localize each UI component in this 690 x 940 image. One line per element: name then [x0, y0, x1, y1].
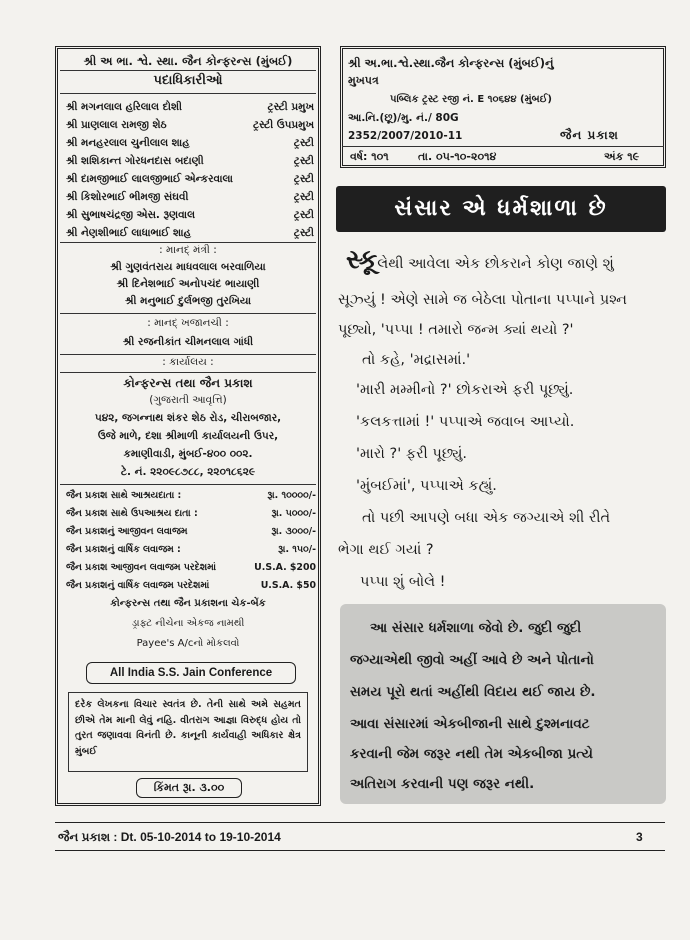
article-line: ભેગા થઈ ગયાં ?: [338, 542, 434, 558]
official-row: [66, 134, 314, 152]
donation-amount: રૂા. ૧૦૦૦૦/-: [267, 490, 316, 501]
donation-label: જૈન પ્રકાશ સાથે ઉપઆશ્રય દાતા :: [66, 508, 198, 519]
address-line: ઉજે માળે, દશા શ્રીમાળી કાર્યાલયની ઉપર,: [97, 430, 279, 442]
divider: [60, 313, 316, 314]
donation-label: જૈન પ્રકાશ સાથે આશ્રયદાતા :: [66, 490, 182, 501]
official-name: શ્રી પ્રાણલાલ રામજી શેઠ: [66, 119, 167, 131]
quote-line: અતિરાગ કરવાની પણ જરૂર નથી.: [350, 776, 535, 792]
phone: ટે. નં. ૨૨૦૯૮૭૮૮, ૨૨૦૧૮૬૨૯: [120, 466, 256, 478]
article-line: લેથી આવેલા એક છોકરાને કોણ જાણે શું: [377, 256, 614, 272]
official-name: શ્રી નેણશીભાઈ લાધાભાઈ શાહ: [66, 227, 191, 239]
quote-line: જગ્યાએથી જીવો અહીં આવે છે અને પોતાનો: [350, 652, 594, 668]
official-role: ટ્રસ્ટી ઉપપ્રમુખ: [252, 119, 314, 131]
address-line: ૫૪૨, જગન્નાથ શંકર શેઠ રોડ, ચીરાબજાર,: [94, 412, 282, 424]
official-role: ટ્રસ્ટી: [293, 191, 314, 203]
disclaimer-box: દરેક લેખકના વિચાર સ્વતંત્ર છે. તેની સાથે અમે સહમત છીએ તેમ માની લેવું નહિ. વીતરાગ આજ્ઞા વિરુદ્ધ હોય તો તુરત જણાવવા વિનંતી છે. કાનૂની કાર્યવાહી અધિકાર ક્ષેત્ર મુંબઈ: [68, 692, 308, 772]
official-role: ટ્રસ્ટી: [293, 173, 314, 185]
official-name: શ્રી સુભાષચંદ્રજી એસ. રૂણવાલ: [66, 209, 195, 221]
article-line: 'મારો ?' ફરી પૂછ્યું.: [356, 446, 467, 462]
official-row: [66, 224, 314, 242]
article-line: તો કહે, 'મદ્રાસમાં.': [362, 352, 471, 368]
donation-row: [66, 524, 318, 540]
article-line: 'મુંબઈમાં', પપ્પાએ કહ્યું.: [356, 478, 497, 494]
divider: [342, 146, 664, 147]
page-number: 3: [636, 830, 643, 844]
official-role: ટ્રસ્ટી: [293, 137, 314, 149]
divider: [60, 93, 316, 94]
office-name: કોન્ફરન્સ તથા જૈન પ્રકાશ: [123, 376, 253, 390]
donation-label: જૈન પ્રકાશનું આજીવન લવાજમ: [66, 526, 188, 537]
donation-row: [66, 506, 318, 522]
cheque-note: ડ્રાફ્ટ નીચેના એકજ નામથી: [131, 618, 245, 629]
donation-amount: U.S.A. $200: [254, 562, 316, 573]
masthead-line: શ્રી અ.ભા.શ્વે.સ્થા.જૈન કોન્ફરન્સ (મુંબઈ)નું: [348, 56, 554, 70]
official-row: [66, 170, 314, 188]
official-name: શ્રી કિશોરભાઈ ભીમજી સંઘવી: [66, 191, 189, 203]
official-row: [66, 206, 314, 224]
donation-amount: રૂા. ૩૦૦૦/-: [271, 526, 316, 537]
donation-amount: રૂા. ૧૫૦/-: [278, 544, 316, 555]
donation-row: [66, 542, 318, 558]
donation-row: [66, 560, 318, 576]
article-line: પૂછ્યો, 'પપ્પા ! તમારો જન્મ ક્યાં થયો ?': [338, 322, 574, 338]
masthead-line: આ.નિ.(છૂ)/મુ. નં./ 80G: [348, 112, 459, 124]
divider: [60, 372, 316, 373]
official-row: [66, 188, 314, 206]
secretary-name: શ્રી મનુભાઈ દુર્લભજી તુરખિયા: [124, 295, 252, 307]
cheque-note: Payee's A/cનો મોકલવો: [136, 638, 240, 649]
divider: [60, 242, 316, 243]
official-row: [66, 116, 314, 134]
donation-row: [66, 578, 318, 594]
donation-amount: U.S.A. $50: [260, 580, 316, 591]
payee-name-box: All India S.S. Jain Conference: [86, 662, 296, 684]
treasurer-name: શ્રી રજનીકાંત ચીમનલાલ ગાંધી: [122, 336, 254, 348]
secretary-name: શ્રી દિનેશભાઈ અનોપચંદ ભાયાણી: [116, 278, 260, 290]
issue-number: અંક ૧૯: [604, 150, 640, 163]
official-role: ટ્રસ્ટી: [293, 227, 314, 239]
article-first-line: [346, 245, 676, 275]
office-edition: (ગુજરાતી આવૃત્તિ): [149, 394, 227, 406]
divider: [60, 354, 316, 355]
secretary-heading: : માનદ્ મંત્રી :: [159, 244, 217, 256]
official-name: શ્રી મનહરલાલ ચુનીલાલ શાહ: [66, 137, 190, 149]
cheque-note: કોન્ફરન્સ તથા જૈન પ્રકાશના ચેક-બેંક: [110, 598, 266, 609]
divider: [60, 70, 316, 71]
official-name: શ્રી મગનલાલ હરિલાલ દોશી: [66, 101, 182, 113]
price-tag: કિંમત રૂા. ૩.૦૦: [136, 778, 242, 798]
article-line: તો પછી આપણે બધા એક જગ્યાએ શી રીતે: [362, 510, 611, 526]
office-heading: : કાર્યાલય :: [162, 356, 214, 368]
official-name: શ્રી શશિકાન્ત ગોરધનદાસ બદાણી: [66, 155, 204, 167]
quote-line: આવા સંસારમાં એકબીજાની સાથે દુશ્મનાવટ: [350, 716, 590, 732]
footer-publication-dates: જૈન પ્રકાશ : Dt. 05-10-2014 to 19-10-2014: [58, 830, 281, 844]
official-row: [66, 98, 314, 116]
sidebar-title: શ્રી અ ભા. શ્વે. સ્થા. જૈન કોન્ફરન્સ (મુંબઈ): [83, 54, 293, 68]
article-title: સંસાર એ ધર્મશાળા છે: [336, 186, 666, 232]
article-line: પપ્પા શું બોલે !: [360, 574, 446, 590]
donation-label: જૈન પ્રકાશ આજીવન લવાજમ પરદેશમાં: [66, 562, 217, 573]
official-role: ટ્રસ્ટી: [293, 209, 314, 221]
article-line: 'મારી મમ્મીનો ?' છોકરાએ ફરી પૂછ્યું.: [356, 382, 574, 398]
masthead-line: મુખપત્ર: [348, 74, 379, 87]
official-row: [66, 152, 314, 170]
donation-label: જૈન પ્રકાશનું વાર્ષિક લવાજમ :: [66, 544, 181, 555]
volume-year: વર્ષ: ૧૦૧: [350, 150, 389, 163]
donation-label: જૈન પ્રકાશનું વાર્ષિક લવાજમ પરદેશમાં: [66, 580, 210, 591]
address-line: કમાણીવાડી, મુંબઈ-૪૦૦ ૦૦૨.: [123, 448, 253, 460]
quote-line: આ સંસાર ધર્મશાળા જેવો છે. જુદી જુદી: [370, 620, 582, 636]
secretary-name: શ્રી ગુણવંતરાય માધવલાલ બરવાળિયા: [110, 261, 266, 273]
divider: [60, 484, 316, 485]
footer-rule: [55, 822, 665, 823]
quote-line: સમય પૂરો થતાં અહીંથી વિદાય થઈ જાય છે.: [350, 684, 596, 700]
donation-amount: રૂા. ૫૦૦૦/-: [271, 508, 316, 519]
official-name: શ્રી દામજીભાઈ લાલજીભાઈ એન્કરવાલા: [66, 173, 233, 185]
drop-cap: સ્કૂ: [346, 245, 378, 275]
trust-registration: પબ્લિક ટ્રસ્ટ રજી નં. E ૧૦૬૪૪ (મુંબઈ): [390, 94, 552, 105]
masthead-line: 2352/2007/2010-11: [348, 130, 463, 142]
official-role: ટ્રસ્ટી પ્રમુખ: [267, 101, 314, 113]
sidebar-subtitle: પદાધિકારીઓ: [153, 73, 223, 88]
donation-row: [66, 488, 318, 504]
official-role: ટ્રસ્ટી: [293, 155, 314, 167]
publication-brand: જૈન પ્રકાશ: [560, 128, 619, 142]
article-line: સૂઝ્યું ! એણે સામે જ બેઠેલા પોતાના પપ્પાને પ્રશ્ન: [338, 292, 627, 308]
issue-date: તા. ૦૫-૧૦-૨૦૧૪: [418, 150, 497, 163]
footer-rule: [55, 850, 665, 851]
quote-line: કરવાની જેમ જરૂર નથી તેમ એકબીજા પ્રત્યે: [350, 746, 593, 762]
article-line: 'કલકત્તામાં !' પપ્પાએ જવાબ આપ્યો.: [356, 414, 575, 430]
treasurer-heading: : માનદ્ ખજાનચી :: [147, 317, 229, 329]
